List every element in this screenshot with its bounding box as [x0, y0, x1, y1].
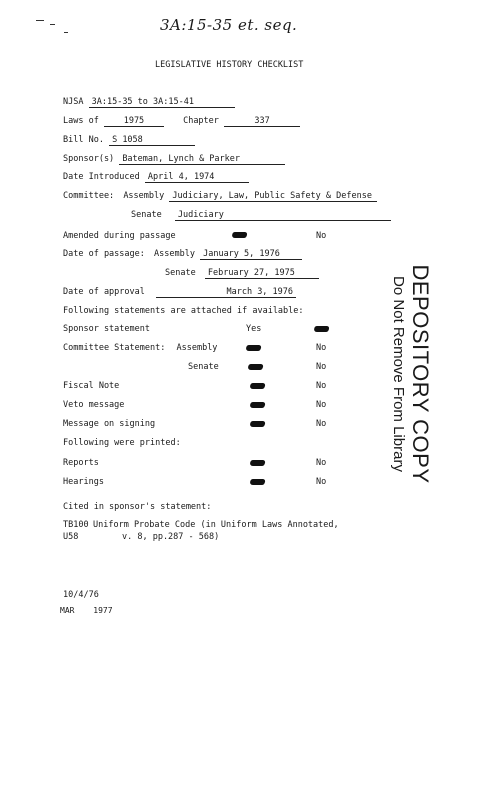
- stray-mark: [50, 24, 55, 25]
- redaction-mark: [247, 364, 264, 370]
- fiscal-note-answer: No: [316, 381, 327, 391]
- approval-value: March 3, 1976: [156, 287, 296, 298]
- passage-label: Date of passage:: [63, 249, 145, 259]
- amended-label: Amended during passage: [63, 231, 176, 241]
- committee-statement-label: Committee Statement:: [63, 343, 166, 353]
- depository-stamp-title: DEPOSITORY COPY: [408, 264, 433, 484]
- page-title: LEGISLATIVE HISTORY CHECKLIST: [155, 60, 304, 70]
- hearings-answer: No: [316, 477, 327, 487]
- citation-heading: Cited in sponsor's statement:: [63, 502, 212, 512]
- sponsor-statement-answer: Yes: [246, 324, 262, 334]
- committee-assembly-label: Assembly: [123, 191, 165, 201]
- stray-mark: [36, 20, 44, 21]
- veto-message-answer: No: [316, 400, 327, 410]
- bill-row: [63, 135, 195, 146]
- hearings-label: Hearings: [63, 477, 104, 487]
- njsa-value: 3A:15-35 to 3A:15-41: [89, 97, 235, 108]
- committee-senate-answer: No: [316, 362, 327, 372]
- redaction-mark: [231, 232, 248, 238]
- attached-heading: Following statements are attached if available:: [63, 306, 304, 316]
- committee-statement-row: [63, 343, 217, 353]
- passage-row: [63, 249, 302, 260]
- redaction-mark: [249, 383, 266, 389]
- introduced-label: Date Introduced: [63, 172, 140, 182]
- committee-statement-senate-label: Senate: [188, 362, 219, 372]
- njsa-label: NJSA: [63, 97, 84, 107]
- redaction-mark: [249, 479, 266, 485]
- committee-senate-value: Judiciary: [175, 210, 391, 221]
- committee-senate-row: [131, 210, 391, 221]
- chapter-label: Chapter: [183, 116, 219, 126]
- received-stamp: MAR 1977: [60, 606, 113, 615]
- committee-assembly-answer: No: [316, 343, 327, 353]
- chapter-value: 337: [224, 116, 300, 127]
- sponsor-statement-label: Sponsor statement: [63, 324, 150, 334]
- sponsors-row: [63, 154, 285, 165]
- printed-heading: Following were printed:: [63, 438, 181, 448]
- citation-line-2: v. 8, pp.287 - 568): [122, 532, 220, 542]
- reports-label: Reports: [63, 458, 99, 468]
- signing-message-label: Message on signing: [63, 419, 156, 429]
- redaction-mark: [249, 402, 266, 408]
- laws-row: [63, 116, 300, 127]
- committee-label: Committee:: [63, 191, 115, 201]
- signing-message-answer: No: [316, 419, 327, 429]
- introduced-row: [63, 172, 249, 183]
- committee-assembly-value: Judiciary, Law, Public Safety & Defense: [169, 191, 377, 202]
- committee-senate-label: Senate: [131, 210, 162, 220]
- njsa-row: [63, 97, 235, 108]
- veto-message-label: Veto message: [63, 400, 125, 410]
- committee-row: [63, 191, 377, 202]
- fiscal-note-label: Fiscal Note: [63, 381, 120, 391]
- bill-label: Bill No.: [63, 135, 104, 145]
- stray-mark: [64, 32, 68, 33]
- laws-value: 1975: [104, 116, 164, 127]
- depository-stamp: [376, 258, 446, 490]
- depository-stamp-subtitle: Do Not Remove From Library: [390, 276, 407, 472]
- passage-assembly-label: Assembly: [154, 249, 195, 259]
- citation-line-1: Uniform Probate Code (in Uniform Laws Annotated,: [93, 520, 339, 530]
- committee-statement-assembly-label: Assembly: [176, 343, 218, 353]
- passage-senate-row: [165, 268, 319, 279]
- approval-label: Date of approval: [63, 287, 145, 297]
- redaction-mark: [249, 421, 266, 427]
- passage-senate-label: Senate: [165, 268, 196, 278]
- citation-call-number-1: TB100: [63, 520, 89, 530]
- sponsors-value: Bateman, Lynch & Parker: [119, 154, 285, 165]
- bill-value: S 1058: [109, 135, 195, 146]
- handwritten-title: 3A:15-35 et. seq.: [160, 16, 298, 34]
- reports-answer: No: [316, 458, 327, 468]
- sponsors-label: Sponsor(s): [63, 154, 115, 164]
- passage-senate-value: February 27, 1975: [205, 268, 319, 279]
- footer-date: 10/4/76: [63, 590, 99, 600]
- laws-label: Laws of: [63, 116, 99, 126]
- introduced-value: April 4, 1974: [145, 172, 249, 183]
- citation-call-number-2: U58: [63, 532, 79, 542]
- passage-assembly-value: January 5, 1976: [200, 249, 302, 260]
- redaction-mark: [313, 326, 330, 332]
- amended-answer: No: [316, 231, 327, 241]
- approval-row: [63, 287, 296, 298]
- redaction-mark: [249, 460, 266, 466]
- redaction-mark: [245, 345, 262, 351]
